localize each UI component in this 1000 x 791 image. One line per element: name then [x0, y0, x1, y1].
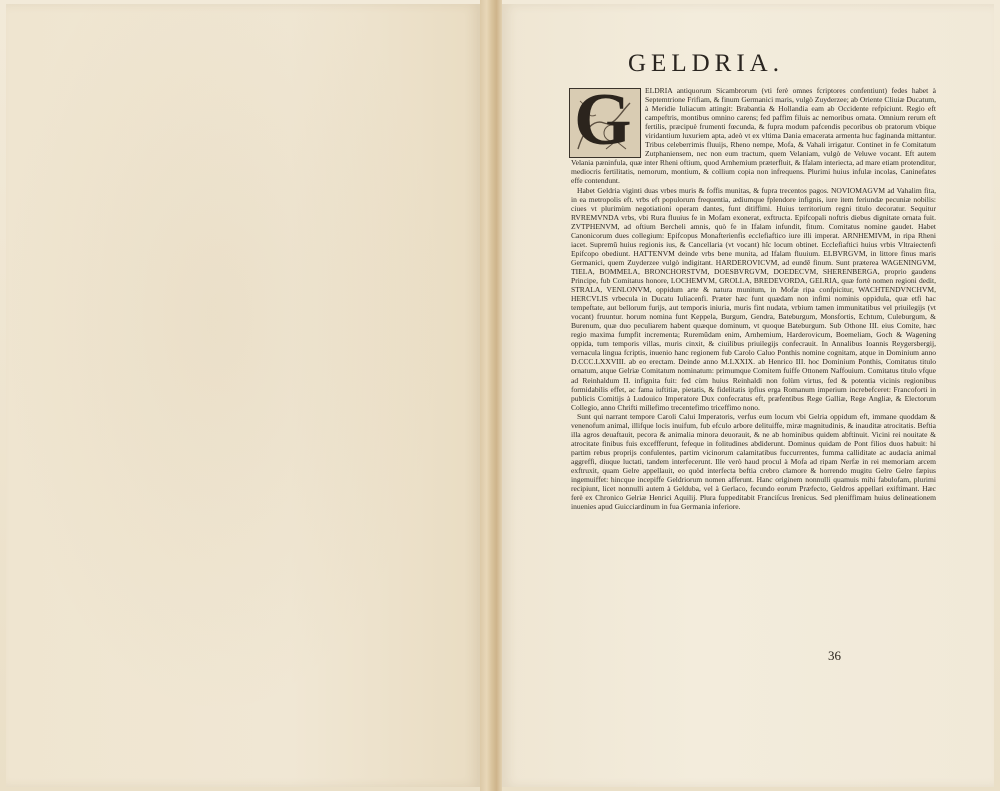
paragraph-2: Habet Geldria viginti duas vrbes muris & foffis munitas, & fupra trecentos pagos. NOVIOMAGVM ad Vahalim fita, in ea metropolis eft. vrbs eft populorum frequentia, ædiumque fplendore infignis, iure item feriundæ pecuniæ nobilis: ciues vt plurimùm negotiationi operam dantes, funt ditiffimi. Huius territorium regni titulo decoratur. Sequitur RVREMVNDA vrbs, vbi Rura fluuius fe in Mofam exonerat, exftructa. Epifcopali noftris diebus dignitate ornata fuit. ZVTPHENVM, ad oftium Bercheli amnis, quò fe in Ifalam infundit, fitum. Comitatus nomine gaudet. Habet Canonicorum dues collegium: Epifcopus Monafterienfis ecclefiaftico iure illi imperat. ARNHEMIVM, in ripa Rheni iacet. Supremū huius regionis ius, & Cancellaria (vt vocant) hîc locum obtinet. Ecclefiaftici huius vrbis Vltraiectenfi Epifcopo obediunt. HATTENVM deinde vrbs bene munita, ad Ifalam fluuium. ELBVRGVM, in littore finus maris Germanici, quem Zuyderzee vulgò indigitant. HARDEROVICVM, ad eundē finum. Sunt præterea WAGENINGVM, TIELA, BOMMELA, BRONCHORSTVM, DOESBVRGVM, DOEDECVM, SHERENBERGA, proprio gaudens Principe, fub Comitatus honore, LOCHEMVM, GROLLA, BREDEVORDA, GELRIA, quæ fortè nomen regioni dedit, STRALA, VENLONVM, oppidum arte & natura munitum, in Mofæ ripa confpicitur, WACHTENDVNCHVM, HERCVLIS vrbecula in Ducatu Iuliacenfi. Præter hæc funt quædam non infimi nominis oppidula, quæ etfi hac tempeftate, aut bellorum furijs, aut temporis iniuria, muris fint nudata, vrbium tamen immunitatibus vel priuilegijs (vt vocant) fruuntur. horum nomina funt Keppela, Burgum, Gendra, Bateburgum, Monsfortis, Echtum, Culeburgum, & Burenum, quæ duo peculiarem habent quæque dominum, vt quoque Bateburgum. Sub Othone III. eius Comite, hæc regio maxima fumpfit incrementa; Ruremūdam enim, Arnhemium, Harderovicum, Boemeliam, Goch & Wagening oppida, tum temporis villas, muris cinxit, & ciuilibus priuilegijs confecrauit. In Annalibus Ioannis Reygersbergij, vernacula lingua fcriptis, inuenio hanc regionem fub Carolo Caluo Ponthis nomine cognitam, atque in Dominium anno D.CCC.LXXVIII. ab eo erectam. Deinde anno M.LXXIX. ab Henrico III. hoc Dominium Ponthis, Comitatus titulo ornatum, atque Gelriæ Comitatum nominatum: primumque Comitem fuiffe Ottonem Naffouium. Comitatus titulo vfque ad Reinhaldum II. infignita fuit: fed cùm huius Reinhaldi non folùm virtus, fed & potentia vicinis regionibus formidabilis effet, ac fama iuftitiæ, pietatis, & fidelitatis ipfius erga Romanum imperium increbefceret: Francoforti in publicis Comitijs à Ludouico Imperatore Dux confecratus eft, præfentibus Rege Galliæ, Rege Angliæ, & Electorum Collegio, anno Chrifti millefimo trecentefimo triceffimo nono. [571, 185, 936, 412]
paragraph-1: ELDRIA antiquorum Sicambrorum (vti ferè omnes fcriptores confentiunt) fedes habet à Septemtrione Frifiam, & finum Germanici maris, vulgò Zuyderzee; ab Oriente Cliuiæ Ducatum, à Meridie Iuliacum attingit: Brabantia & Hollandia eam ab Occidente refpiciunt. Regio eft campeftris, montibus omnino carens; fed paffim filuis ac nemoribus ornata. Omnium rerum eft fertilis, præcipuè frumenti fœcunda, & fupra modum pafcendis pecoribus ob pratorum vbique viridantium luxuriem apta, adeò vt ex vltima Dania emacerata armenta huc faginanda mittantur. Tribus celeberrimis fluuijs, Rheno nempe, Mofa, & Vahali irrigatur. Continet in fe Comitatum Zutphaniensem, nec non eum tractum, quem Velaniam, vulgò de Veluwe vocant. Eft autem Velania pæninfula, quæ inter Rheni oftium, quod Arnhemium præterfluit, & Ifalam interiecta, ad mare etiam protenditur, mediocris fertilitatis, nemorum, montium, & collium copia non infrequens. Plurimi huius infulæ incolas, Caninefates effe contendunt. [571, 86, 936, 186]
page-title: GELDRIA. [628, 50, 784, 77]
initial-letter: G [574, 88, 632, 158]
body-text [571, 86, 936, 511]
paragraph-3: Sunt qui narrant tempore Caroli Calui Imperatoris, verfus eum locum vbi Gelria oppidum eft, immane quoddam & venenofum animal, illifque locis inuifum, fub efculo arbore delituiffe, miræ magnitudinis, & inauditæ atrocitatis. Beftia illa agros deuaftauit, pecora & animalia minora deuorauit, & ne ab hominibus quidem abftinuit. Vicini rei nouitate & atrocitate finibus fuis exceffferunt, fefeque in folitudines abdiderunt. Dominus quidam de Pont filios duos habuit: hi partim rebus proprijs confulentes, partim vicinorum calamitatibus fuccurrentes, fumma calliditate ac audacia animal aggreffi, diuque luctati, tandem interfecerunt. Ille verò haud procul à Mofa ad ripam Nerfæ in rei memoriam arcem exftruxit, quam Gelre appellauit, eo quòd interfecta beftia crebro clamore & horrendo mugitu Gelre Gelre fæpius ingemuiffet: hincque incepiffe Geldriorum nomen afferunt. Hanc originem nonnulli quamuis mihi fabulofam, plurimi recipiunt, licet nonnulli autem à Gelduba, vel à Gerlaco, fecundo eorum Præfecto, Geldros appellari exiftimant. Hæc ferè ex Chronico Gelriæ Henrici Aquilij. Plura fuppeditabit Franciſcus Irenicus. Sed pleniffimam huius delineationem inuenies apud Guicciardinum in fua Germania inferiore. [571, 411, 936, 512]
page-number: 36 [828, 648, 841, 663]
decorated-initial [569, 88, 641, 158]
left-page-blank [6, 4, 480, 787]
book-gutter [480, 0, 502, 791]
